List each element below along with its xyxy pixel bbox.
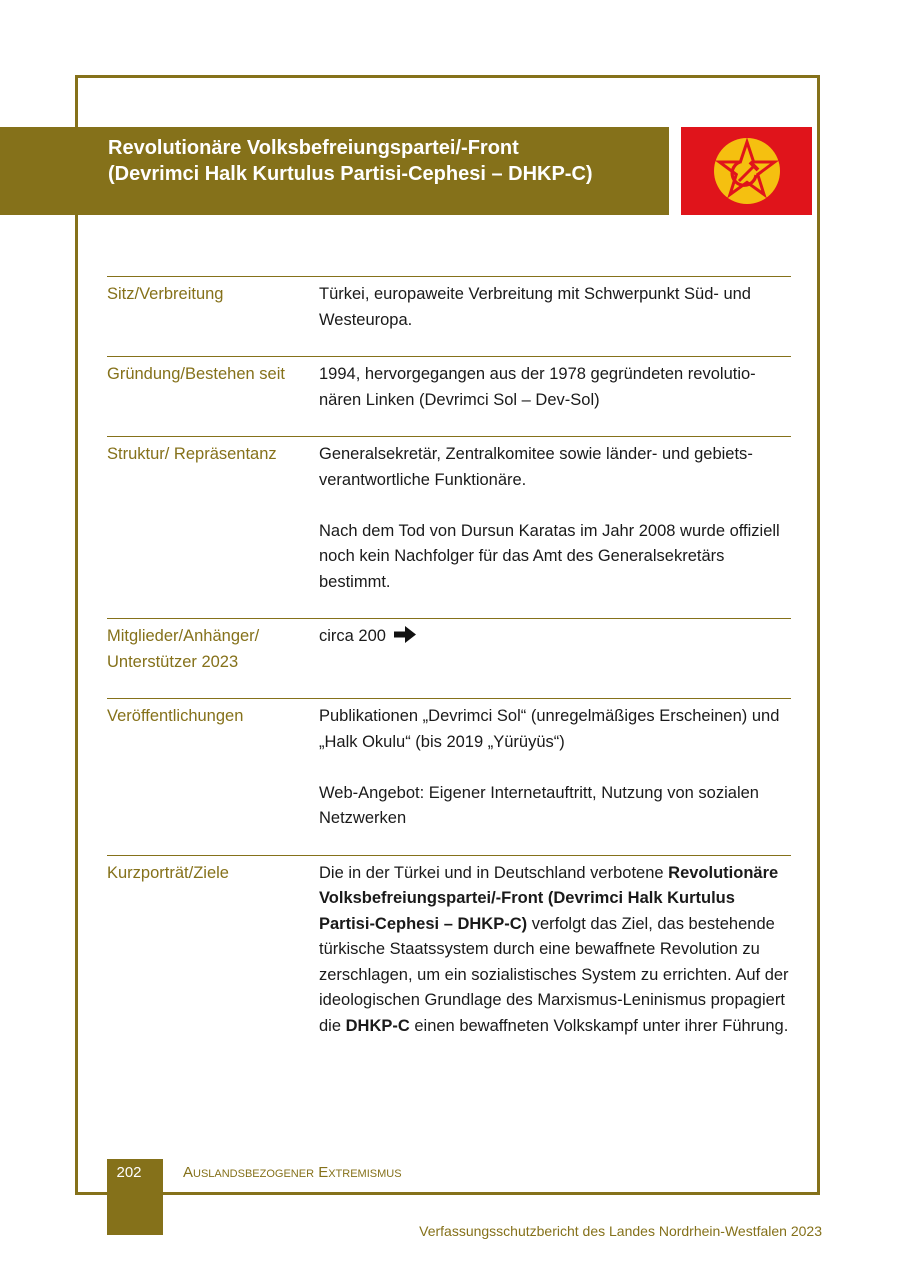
row-label: Mitglieder/Anhänger/ Unterstützer 2023 <box>107 627 260 671</box>
value-paragraph: Nach dem Tod von Dursun Karatas im Jahr 2008 wurde offiziell noch kein Nachfolger für das Amt des Generalsekretärs bestimmt. <box>319 521 780 591</box>
row-value <box>319 624 791 675</box>
portrait-org-abbr: DHKP-C <box>345 1016 410 1035</box>
table-row <box>107 855 791 1063</box>
table-row <box>107 698 791 855</box>
row-label: Gründung/Bestehen seit <box>107 365 285 383</box>
member-count: circa 200 <box>319 627 386 645</box>
value-paragraph: Publikationen „Devrimci Sol“ (unregelmäßiges Erscheinen) und „Halk Okulu“ (bis 2019 „Yürüyüs“) <box>319 707 780 751</box>
value-paragraph: Generalsekretär, Zentralkomitee sowie länder- und gebietsverantwortliche Funktionäre. <box>319 445 753 489</box>
page-title-line-2: (Devrimci Halk Kurtulus Partisi-Cephesi – DHKP-C) <box>108 163 593 185</box>
table-row <box>107 618 791 698</box>
page-number: 202 <box>116 1164 142 1181</box>
arrow-right-icon <box>394 626 416 643</box>
row-label: Sitz/Verbreitung <box>107 285 224 303</box>
row-value <box>319 861 791 1040</box>
row-value <box>319 442 791 595</box>
title-banner <box>0 127 669 215</box>
table-row <box>107 356 791 436</box>
portrait-intro: Die in der Türkei und in Deutschland verbotene <box>319 863 669 882</box>
row-value <box>319 704 791 832</box>
red-flag-yellow-star-hammer-sickle-icon <box>712 136 782 206</box>
portrait-org-name: Revolutionäre Volksbefreiungspartei/-Front (Devrimci Halk Kurtulus Partisi-Cephesi – DHKP-C) <box>319 863 779 933</box>
value-paragraph: 1994, hervorgegangen aus der 1978 gegründeten revolutionären Linken (Devrimci Sol – Dev-Sol) <box>319 365 756 409</box>
page-title-line-1: Revolutionäre Volksbefreiungspartei/-Front <box>108 137 519 159</box>
row-label: Kurzporträt/Ziele <box>107 863 229 882</box>
value-paragraph: Web-Angebot: Eigener Internetauftritt, Nutzung von sozialen Netzwerken <box>319 783 759 827</box>
portrait-paragraph <box>319 861 791 1040</box>
table-row <box>107 276 791 356</box>
chapter-title: Auslandsbezogener Extremismus <box>183 1164 402 1181</box>
footer-text: Verfassungsschutzbericht des Landes Nordrhein-Westfalen 2023 <box>419 1223 822 1239</box>
profile-table <box>107 276 791 1062</box>
row-value <box>319 282 791 333</box>
portrait-end: einen bewaffneten Volkskampf unter ihrer Führung. <box>409 1016 789 1035</box>
portrait-middle: verfolgt das Ziel, das bestehende türkische Staatssystem durch eine bewaffnete Revolution zu zerschlagen, um ein sozialistisches System zu errichten. Auf der ideologischen Grundlage des Marxismus-Leninismus propagiert die <box>319 914 789 1035</box>
value-paragraph: Türkei, europaweite Verbreitung mit Schwerpunkt Süd- und Westeuropa. <box>319 285 751 329</box>
row-label: Struktur/ Repräsentanz <box>107 445 277 463</box>
row-label: Veröffentlichungen <box>107 707 244 725</box>
organization-flag <box>681 127 812 215</box>
table-row <box>107 436 791 618</box>
row-value <box>319 362 791 413</box>
